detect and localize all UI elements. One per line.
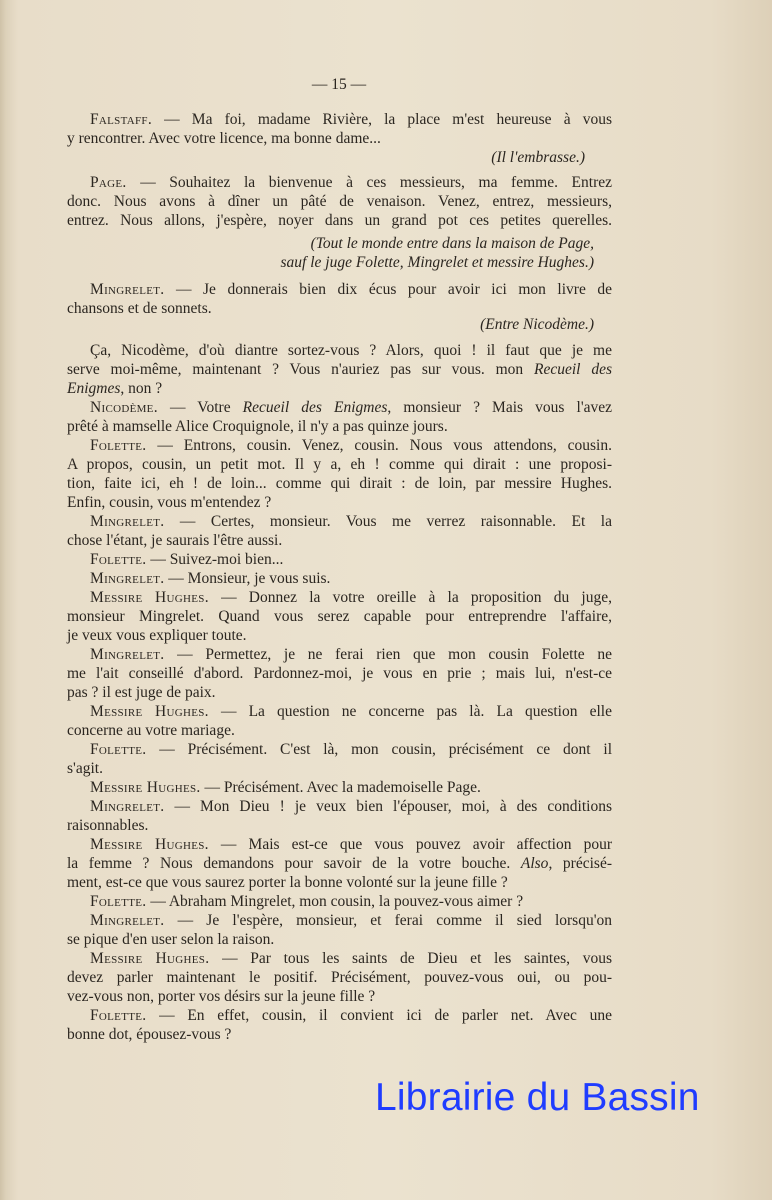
line-segment: — Je l'espère, monsieur, et ferai comme il sied lorsqu'on [164,912,612,929]
line-segment: je veux vous expliquer toute. [67,627,247,644]
watermark: Librairie du Bassin [375,1076,700,1119]
line-segment: — Précisément. C'est là, mon cousin, précisément ce dont il [146,741,612,758]
speaker-name: Folette. [90,893,147,910]
speaker-name: Folette. [90,437,147,454]
speech-paragraph [67,588,612,645]
line-segment: — Entrons, cousin. Venez, cousin. Nous vous attendons, cousin. [146,437,612,454]
speaker-name: Folette. [90,741,147,758]
text-line [67,379,612,398]
text-line [67,816,612,835]
text-line [67,626,612,645]
line-segment: , non ? [120,380,163,397]
speech-paragraph [67,1006,612,1044]
text-line [67,930,612,949]
line-segment: — Donnez la votre oreille à la proposition du juge, [208,589,612,606]
line-segment: se pique d'en user selon la raison. [67,931,275,948]
speaker-name: Page. [90,174,127,191]
line-segment: concerne au votre mariage. [67,722,235,739]
speaker-name: Nicodème. [90,399,158,416]
text-line [67,550,612,569]
text-line [67,436,612,455]
play-text [67,110,612,1044]
text-line [67,280,612,299]
line-segment: y rencontrer. Avec votre licence, ma bonne dame... [67,130,381,147]
speech-paragraph [67,892,612,911]
line-segment: raisonnables. [67,817,149,834]
speech-paragraph [67,280,612,318]
speaker-name: Falstaff. [90,111,152,128]
line-segment: Ça, Nicodème, d'où diantre sortez-vous ? Alors, quoi ! il faut que je me [90,342,612,359]
italic-title: Enigmes [67,380,121,397]
text-line [67,192,612,211]
text-line [67,645,612,664]
speaker-name: Mingrelet. [90,281,165,298]
line-segment: — Précisément. Avec la mademoiselle Page. [200,779,481,796]
line-segment: monsieur Mingrelet. Quand vous serez capable pour entreprendre l'affaire, [67,608,612,625]
line-segment: — Mon Dieu ! je veux bien l'épouser, moi, à des conditions [164,798,612,815]
speaker-name: Mingrelet. [90,513,165,530]
text-line [67,398,612,417]
text-line [67,968,612,987]
line-segment: — Mais est-ce que vous pouvez avoir affection pour [208,836,612,853]
text-line [67,531,612,550]
text-line [67,702,612,721]
speech-paragraph [67,797,612,835]
italic-title: Recueil des Enigmes [242,399,388,416]
speech-paragraph [67,645,612,702]
line-segment: me l'ait conseillé d'abord. Pardonnez-moi, je vous en prie ; mais lui, n'est-ce [67,665,612,682]
text-line [67,588,612,607]
italic-title: Recueil des [534,361,612,378]
speech-paragraph [67,911,612,949]
line-segment: prêté à mamselle Alice Croquignole, il n'y a pas quinze jours. [67,418,448,435]
line-segment: — Ma foi, madame Rivière, la place m'est heureuse à vous [152,111,612,128]
speaker-name: Messire Hughes. [90,950,210,967]
speech-paragraph [67,740,612,778]
text-line [67,474,612,493]
text-line [67,493,612,512]
line-segment: s'agit. [67,760,103,777]
line-segment: pas ? il est juge de paix. [67,684,216,701]
text-line [67,854,612,873]
line-segment: — Je donnerais bien dix écus pour avoir ici mon livre de [164,281,612,298]
speaker-name: Mingrelet. [90,570,165,587]
line-segment: Enfin, cousin, vous m'entendez ? [67,494,272,511]
line-segment: A propos, cousin, un petit mot. Il y a, eh ! comme qui dirait : une proposi- [67,456,612,473]
line-segment: tion, faite ici, eh ! de loin... comme qui dirait : de loin, par messire Hughes. [67,475,612,492]
text-line [67,1025,612,1044]
text-line [67,892,612,911]
line-segment: — Votre [157,399,243,416]
line-segment: — Monsieur, je vous suis. [164,570,331,587]
text-line [67,360,612,379]
line-segment: — Permettez, je ne ferai rien que mon cousin Folette ne [164,646,612,663]
text-line: (Il l'embrasse.) [491,149,585,166]
text-line [67,341,612,360]
page-number: — 15 — [311,76,367,93]
speaker-name: Folette. [90,1007,147,1024]
speech-paragraph [67,550,612,569]
text-line [67,911,612,930]
text-line [67,512,612,531]
text-line [67,778,612,797]
line-segment: chose l'étant, je saurais l'être aussi. [67,532,283,549]
stage-direction [67,148,612,167]
speech-paragraph [67,569,612,588]
speaker-name: Messire Hughes. [90,836,209,853]
line-segment: devez parler maintenant le positif. Précisément, pouvez-vous oui, ou pou- [67,969,612,986]
line-segment: la femme ? Nous demandons pour savoir de la votre bouche. [67,855,521,872]
speech-paragraph [67,949,612,1006]
text-line [67,721,612,740]
text-line: sauf le juge Folette, Mingrelet et messire Hughes.) [280,254,594,271]
text-line: (Tout le monde entre dans la maison de Page, [310,235,594,252]
text-line [67,173,612,192]
speaker-name: Messire Hughes. [90,589,209,606]
text-line [67,110,612,129]
text-line [67,664,612,683]
speech-paragraph [67,173,612,230]
text-line [67,797,612,816]
line-segment: chansons et de sonnets. [67,300,212,317]
text-line [67,417,612,436]
speaker-name: Folette. [90,551,147,568]
line-segment: ment, est-ce que vous saurez porter la bonne volonté sur la jeune fille ? [67,874,508,891]
text-line [67,1006,612,1025]
line-segment: entrez. Nous allons, j'espère, noyer dans un grand pot ces petites querelles. [67,212,612,229]
line-segment: bonne dot, épousez-vous ? [67,1026,232,1043]
line-segment: — La question ne concerne pas là. La question elle [208,703,612,720]
stage-direction [67,234,612,272]
speaker-name: Messire Hughes. [90,779,201,796]
speaker-name: Mingrelet. [90,646,165,663]
line-segment: — Abraham Mingrelet, mon cousin, la pouvez-vous aimer ? [146,893,524,910]
text-line [67,759,612,778]
line-segment: — Certes, monsieur. Vous me verrez raisonnable. Et la [164,513,612,530]
text-line [67,987,612,1006]
line-segment: vez-vous non, porter vos désirs sur la jeune fille ? [67,988,376,1005]
line-segment: — Souhaitez la bienvenue à ces messieurs, ma femme. Entrez [126,174,612,191]
speech-paragraph [67,398,612,436]
line-segment: — Suivez-moi bien... [146,551,284,568]
text-line [67,607,612,626]
speech-paragraph [67,835,612,892]
text-line [67,455,612,474]
line-segment: donc. Nous avons à dîner un pâté de venaison. Venez, entrez, messieurs, [67,193,612,210]
speaker-name: Mingrelet. [90,912,165,929]
text-line [67,683,612,702]
text-line [67,949,612,968]
speech-paragraph [67,341,612,398]
line-segment: — En effet, cousin, il convient ici de parler net. Avec une [146,1007,612,1024]
speech-paragraph [67,110,612,148]
text-line: (Entre Nicodème.) [480,316,594,333]
speech-paragraph [67,702,612,740]
line-segment: serve moi-même, maintenant ? Vous n'auriez pas sur vous. mon [67,361,535,378]
speech-paragraph [67,436,612,512]
line-segment: , précisé- [548,855,612,872]
line-segment: , monsieur ? Mais vous l'avez [387,399,612,416]
text-line [67,569,612,588]
line-segment: — Par tous les saints de Dieu et les saintes, vous [209,950,612,967]
text-line [67,129,612,148]
text-line [67,873,612,892]
text-line [67,211,612,230]
text-line [67,740,612,759]
speech-paragraph [67,512,612,550]
speaker-name: Mingrelet. [90,798,165,815]
speech-paragraph [67,778,612,797]
speaker-name: Messire Hughes. [90,703,209,720]
italic-title: Also [520,855,549,872]
text-line [67,835,612,854]
